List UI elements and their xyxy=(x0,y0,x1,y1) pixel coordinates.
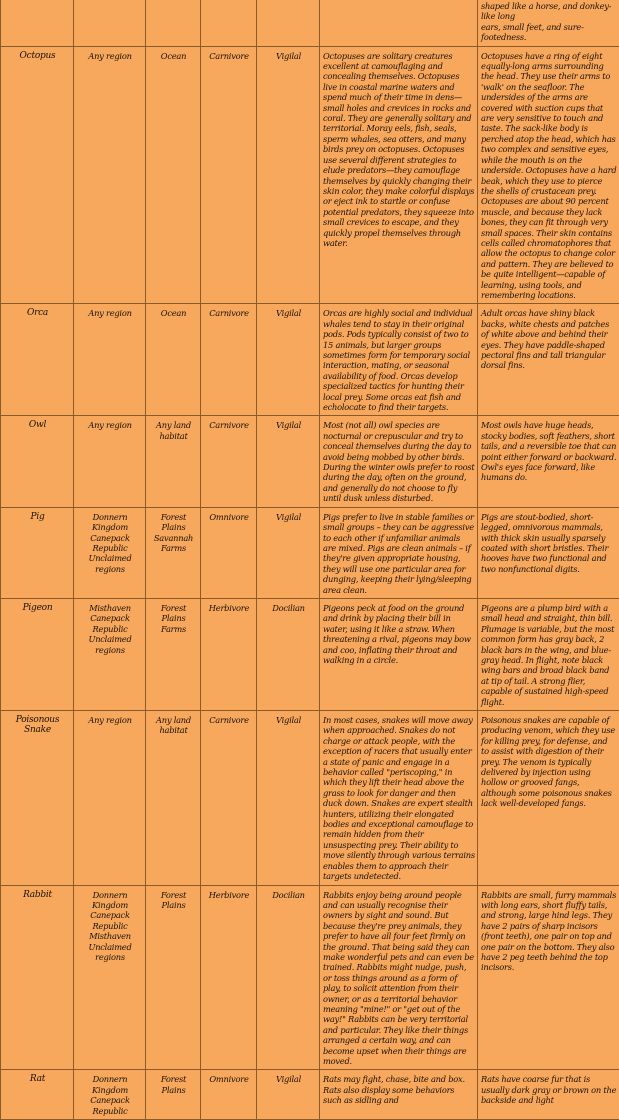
cell-region xyxy=(74,1070,146,1120)
cell-habitat xyxy=(146,46,201,304)
cell-habitat xyxy=(146,507,201,598)
cell-habitat xyxy=(146,1070,201,1120)
habitat-line: Farms xyxy=(149,543,198,553)
table-row xyxy=(1,304,619,416)
cell-name xyxy=(1,507,74,598)
appearance-text: Poisonous snakes are capable of producing venom, which they use for killing prey, for defense, and to assist with digestion of their prey. The venom is typically delivered by injection using hollow or grooved fangs, although some poisonous snakes lack well-developed fangs. xyxy=(481,715,615,808)
behavior-text: In most cases, snakes will move away when approached. Snakes do not charge or attack people, with the exception of racers that usually enter a state of panic and engage in a behavior called "periscoping," in which they lift their head above the grass to look for danger and then duck down. Snakes are expert stealth hunters, utilizing their elongated bodies and exceptional camouflage to remain hidden from their unsuspecting prey. Their ability to move silently through various terrains enables them to approach their targets undetected. xyxy=(323,715,475,881)
habitat-line: Plains xyxy=(149,522,198,532)
habitat-line: Farms xyxy=(149,624,198,634)
behavior-text: Orcas are highly social and individual whales tend to stay in their original pods. Pods typically consist of two to 15 animals, but larger groups sometimes form for temporary social interaction, mating, or seasonal availability of food. Orcas develop specialized tactics for hunting their local prey. Some orcas eat fish and echolocate to find their targets. xyxy=(323,308,472,412)
cell-diet xyxy=(201,598,257,710)
cell-temperament xyxy=(257,507,320,598)
cell-behavior xyxy=(320,598,478,710)
cell-appearance xyxy=(478,507,619,598)
region-line: Canepack Republic xyxy=(77,1095,143,1116)
cell-behavior xyxy=(320,304,478,416)
diet-label: Carnivore xyxy=(204,51,254,61)
cell-region xyxy=(74,304,146,416)
cell-region xyxy=(74,416,146,507)
diet-label: Carnivore xyxy=(204,715,254,725)
diet-label: Carnivore xyxy=(204,308,254,318)
diet-label: Omnivore xyxy=(204,512,254,522)
cell-region xyxy=(74,46,146,304)
cell-region xyxy=(74,507,146,598)
habitat-line: Forest xyxy=(149,890,198,900)
habitat-line: Forest xyxy=(149,1074,198,1084)
cell-diet xyxy=(201,507,257,598)
habitat-line: Ocean xyxy=(149,308,198,318)
appearance-text: Adult orcas have shiny black backs, white chests and patches of white above and behind their eyes. They have paddle-shaped pectoral fins and tall triangular dorsal fins. xyxy=(481,308,609,370)
cell-temperament xyxy=(257,885,320,1070)
region-line: Any region xyxy=(77,715,143,725)
habitat-line: habitat xyxy=(149,725,198,735)
temperament-label: Vigilal xyxy=(260,420,317,430)
cell-behavior xyxy=(320,46,478,304)
cell-appearance xyxy=(478,0,619,46)
cell-diet xyxy=(201,711,257,886)
cell-appearance xyxy=(478,304,619,416)
region-line: Donnern Kingdom xyxy=(77,1074,143,1095)
cell-habitat xyxy=(146,416,201,507)
cell-habitat xyxy=(146,0,201,46)
appearance-fragment-line: ears, small feet, and sure-footedness. xyxy=(481,22,617,43)
habitat-line: Plains xyxy=(149,613,198,623)
behavior-text: Most (not all) owl species are nocturnal or crepuscular and try to conceal themselves during the day to avoid being mobbed by other birds. During the winter owls prefer to roost during the day, often on the ground, and generally do not choose to fly until dusk unless disturbed. xyxy=(323,420,475,503)
region-line: Misthaven xyxy=(77,931,143,941)
diet-label: Carnivore xyxy=(204,420,254,430)
cell-temperament xyxy=(257,598,320,710)
cell-temperament xyxy=(257,0,320,46)
appearance-text: Pigeons are a plump bird with a small head and straight, thin bill. Plumage is variable, but the most common form has gray back, 2 black bars in the wing, and blue-gray head. In flight, note black wing bars and broad black band at tip of tail. A strong flier, capable of sustained high-speed flight. xyxy=(481,603,614,707)
appearance-text: Rabbits are small, furry mammals with long ears, short fluffy tails, and strong, large hind legs. They have 2 pairs of sharp incisors (front teeth), one pair on top and one pair on the bottom. They also have 2 peg teeth behind the top incisors. xyxy=(481,890,616,973)
habitat-line: Ocean xyxy=(149,51,198,61)
cell-habitat xyxy=(146,598,201,710)
table-row-fragment xyxy=(1,0,619,46)
cell-region xyxy=(74,0,146,46)
region-line: Misthaven xyxy=(77,603,143,613)
animal-name: Pig xyxy=(4,512,71,522)
cell-name xyxy=(1,1070,74,1120)
behavior-text: Rats may fight, chase, bite and box. Rats also display some behaviors such as sidling and xyxy=(323,1074,465,1105)
cell-temperament xyxy=(257,711,320,886)
temperament-label: Vigilal xyxy=(260,308,317,318)
cell-name xyxy=(1,885,74,1070)
cell-temperament xyxy=(257,1070,320,1120)
cell-name xyxy=(1,0,74,46)
animal-name: Orca xyxy=(4,308,71,318)
cell-name xyxy=(1,711,74,886)
cell-behavior xyxy=(320,0,478,46)
cell-name xyxy=(1,598,74,710)
cell-appearance xyxy=(478,1070,619,1120)
cell-temperament xyxy=(257,304,320,416)
region-line: Unclaimed regions xyxy=(77,553,143,574)
cell-habitat xyxy=(146,304,201,416)
cell-appearance xyxy=(478,711,619,886)
temperament-label: Vigilal xyxy=(260,51,317,61)
table-row xyxy=(1,46,619,304)
appearance-text: Pigs are stout-bodied, short-legged, omnivorous mammals, with thick skin usually sparsely coated with short bristles. Their hooves have two functional and two nonfunctional digits. xyxy=(481,512,608,574)
cell-diet xyxy=(201,0,257,46)
cell-behavior xyxy=(320,416,478,507)
cell-behavior xyxy=(320,711,478,886)
habitat-line: Forest xyxy=(149,512,198,522)
behavior-text: Rabbits enjoy being around people and can usually recognise their owners by sight and sound. But because they're prey animals, they prefer to have all four feet firmly on the ground. That being said they can make wonderful pets and can even be trained. Rabbits might nudge, push, or toss things around as a form of play, to solicit attention from their owner, or as a territorial behavior meaning "mine!" or "get out of the way!" Rabbits can be very territorial and particular. They like their things arranged a certain way, and can become upset when their things are moved. xyxy=(323,890,474,1067)
diet-label: Herbivore xyxy=(204,603,254,613)
table-row xyxy=(1,1070,619,1120)
cell-diet xyxy=(201,1070,257,1120)
appearance-fragment-line: shaped like a horse, and donkey-like long xyxy=(481,1,617,22)
cell-habitat xyxy=(146,711,201,886)
region-line: Canepack Republic xyxy=(77,910,143,931)
cell-region xyxy=(74,598,146,710)
diet-label: Omnivore xyxy=(204,1074,254,1084)
habitat-line: Plains xyxy=(149,1085,198,1095)
habitat-line: Any land xyxy=(149,420,198,430)
cell-diet xyxy=(201,304,257,416)
region-line: Any region xyxy=(77,51,143,61)
table-row xyxy=(1,598,619,710)
cell-diet xyxy=(201,885,257,1070)
region-line: Canepack Republic xyxy=(77,533,143,554)
table-row xyxy=(1,885,619,1070)
region-line: Any region xyxy=(77,308,143,318)
cell-habitat xyxy=(146,885,201,1070)
cell-diet xyxy=(201,416,257,507)
appearance-text: Rats have coarse fur that is usually dark gray or brown on the backside and light xyxy=(481,1074,616,1105)
animal-name: Owl xyxy=(4,420,71,430)
region-line: Donnern Kingdom xyxy=(77,512,143,533)
cell-name xyxy=(1,416,74,507)
cell-region xyxy=(74,885,146,1070)
animal-name: Pigeon xyxy=(4,603,71,613)
animal-name: Poisonous Snake xyxy=(4,715,71,736)
cell-temperament xyxy=(257,46,320,304)
temperament-label: Vigilal xyxy=(260,715,317,725)
temperament-label: Vigilal xyxy=(260,512,317,522)
cell-behavior xyxy=(320,507,478,598)
temperament-label: Docilian xyxy=(260,890,317,900)
temperament-label: Docilian xyxy=(260,603,317,613)
cell-temperament xyxy=(257,416,320,507)
habitat-line: Plains xyxy=(149,900,198,910)
behavior-text: Pigs prefer to live in stable families or small groups – they can be aggressive to each other if unfamiliar animals are mixed. Pigs are clean animals – if they're given appropriate housing, they will use one particular area for dunging, keeping their lying/sleeping area clean. xyxy=(323,512,474,595)
diet-label: Herbivore xyxy=(204,890,254,900)
region-line: Unclaimed regions xyxy=(77,942,143,963)
appearance-text: Most owls have huge heads, stocky bodies, soft feathers, short tails, and a reversible toe that can point either forward or backward. Owl's eyes face forward, like humans do. xyxy=(481,420,616,482)
cell-diet xyxy=(201,46,257,304)
table-row xyxy=(1,416,619,507)
animal-name: Octopus xyxy=(4,51,71,61)
animal-name: Rat xyxy=(4,1074,71,1084)
habitat-line: habitat xyxy=(149,431,198,441)
cell-appearance xyxy=(478,598,619,710)
appearance-text: Octopuses have a ring of eight equally-long arms surrounding the head. They use their arms to 'walk' on the seafloor. The undersides of the arms are covered with suction cups that are very sensitive to touch and taste. The sack-like body is perched atop the head, which has two complex and sensitive eyes, while the mouth is on the underside. Octopuses have a hard beak, which they use to pierce the shells of crustacean prey. Octopuses are about 90 percent muscle, and because they lack bones, they can fit through very small spaces. Their skin contains cells called chromatophores that allow the octopus to change color and pattern. They are believed to be quite intelligent—capable of learning, using tools, and remembering locations. xyxy=(481,51,616,300)
cell-behavior xyxy=(320,885,478,1070)
region-line: Any region xyxy=(77,420,143,430)
habitat-line: Savannah xyxy=(149,533,198,543)
region-line: Canepack Republic xyxy=(77,613,143,634)
cell-behavior xyxy=(320,1070,478,1120)
animal-name: Rabbit xyxy=(4,890,71,900)
cell-appearance xyxy=(478,885,619,1070)
table-row xyxy=(1,711,619,886)
behavior-text: Pigeons peck at food on the ground and drink by placing their bill in water, using it like a straw. When threatening a rival, pigeons may bow and coo, inflating their throat and walking in a circle. xyxy=(323,603,471,665)
habitat-line: Any land xyxy=(149,715,198,725)
behavior-text: Octopuses are solitary creatures excellent at camouflaging and concealing themselves. Octopuses live in coastal marine waters and spend much of their time in dens—small holes and crevices in rocks and coral. They are generally solitary and territorial. Moray eels, fish, seals, sperm whales, sea otters, and many birds prey on octopuses. Octopuses use several different strategies to elude predators—they camouflage themselves by quickly changing their skin color, they make colorful displays or eject ink to startle or confuse potential predators, they squeeze into small crevices to escape, and they quickly propel themselves through water. xyxy=(323,51,474,248)
cell-appearance xyxy=(478,416,619,507)
table-row xyxy=(1,507,619,598)
habitat-line: Forest xyxy=(149,603,198,613)
cell-region xyxy=(74,711,146,886)
region-line: Donnern Kingdom xyxy=(77,890,143,911)
cell-name xyxy=(1,304,74,416)
cell-appearance xyxy=(478,46,619,304)
temperament-label: Vigilal xyxy=(260,1074,317,1084)
cell-name xyxy=(1,46,74,304)
region-line: Unclaimed regions xyxy=(77,634,143,655)
